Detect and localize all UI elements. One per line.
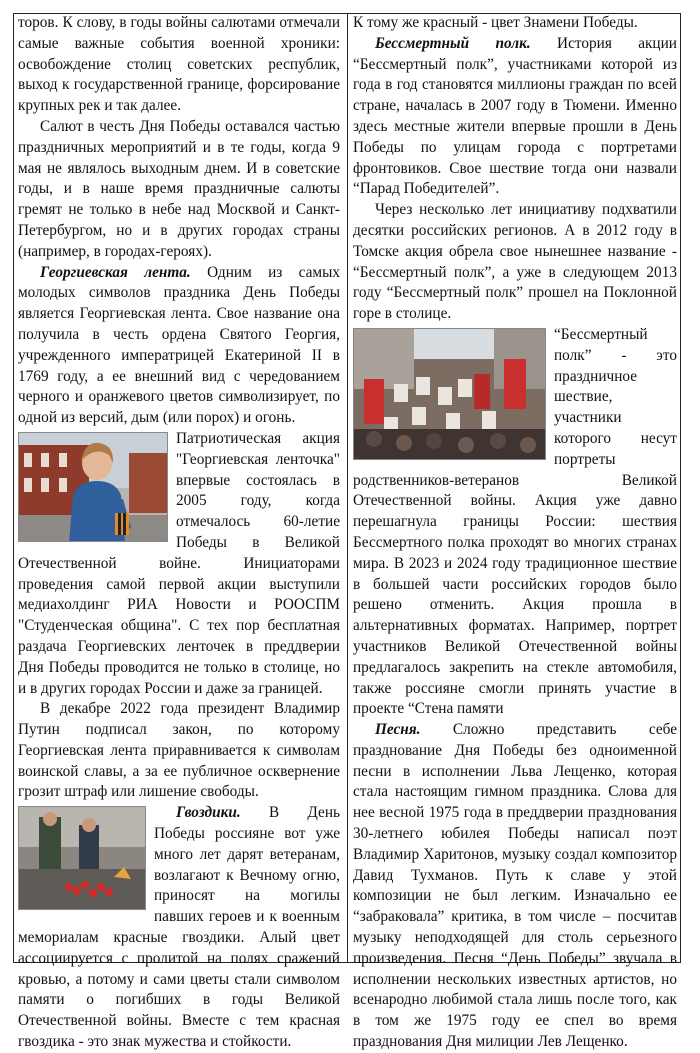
paragraph-lenta-action: Патриотическая акция "Георгиевская ленточка" впервые состоялась в 2005 году, когда отмечалось 60-летие Победы в Великой Отечественной войне. Инициаторами проведения самой первой акции выступили медиахолдинг РИА Новости и РООСПМ "Студенческая община". С тех пор бесплатная раздача Георгиевских ленточек в преддверии Дня Победы проводится не только в столице, но и в других городах России и даже за границей. [18, 429, 340, 697]
left-column [18, 13, 340, 1053]
paragraph-lenta-law: В декабре 2022 года президент Владимир Путин подписал закон, по которому Георгиевская лента приравнивается к символам воинской славы, а за ее публичное осквернение грозит штраф или лишение свободы. [18, 700, 340, 801]
gvozdiki-text: В День Победы россияне вот уже много лет дарят ветеранам, возлагают к Вечному огню, приносят на могилы павших героев и к военным мемориалам красные гвоздики. Алый цвет ассоциируется с пролитой на полях сражений кровью, а потому и сами цветы стали символом памяти о погибших в годы Великой Отечественной войны. Вместе с тем красная гвоздика - это знак мужества и стойкости. [18, 804, 340, 1051]
paragraph-polk-description: “Бессмертный полк” - это праздничное шествие, участники которого несут портреты родственников-ветеранов Великой Отечественной войны. Акция уже давно перешагнула границы России: шествия Бессмертного полка проходят во многих странах мира. В 2023 и 2024 году традиционное шествие в большей части российских городов было решено отменить. Акция прошла в альтернативных форматах. Например, портрет участников Великой Отечественной войны предлагалось закрепить на стекле автомобиля, также россияне смогли принять участие в проекте “Стена памяти [353, 325, 677, 718]
heading-lenta: Георгиевская лента. [40, 263, 191, 281]
paragraph-lenta [18, 263, 340, 429]
paragraph-red-color: К тому же красный - цвет Знамени Победы. [353, 14, 638, 31]
paragraph-salute-today: Салют в честь Дня Победы оставался частью праздничных мероприятий и в те годы, когда 9 мая не являлось выходным днем. И в советские годы, и в наше время праздничные салюты гремят не только в небе над Москвой и Санкт-Петербургом, но и в других городах страны (например, в городах-героях). [18, 117, 340, 260]
lenta-text: Одним из самых молодых символов праздника День Победы является Георгиевская лента. Свое название она получила в честь ордена Святого Георгия, учрежденного императрицей Екатериной II в 1769 году, а ее внешний вид с чередованием черного и оранжевого цветов символизирует, по одной из версий, дым (или порох) и огонь. [18, 263, 340, 427]
photo-girl-with-ribbons [18, 432, 168, 542]
paragraph-pesnya [353, 720, 677, 1053]
paragraph-gvozdiki [18, 803, 340, 1053]
polk-text: История акции “Бессмертный полк”, участниками которой из года в год становятся миллионы граждан по всей стране, началась в 2007 году в Тюмени. Именно здесь местные жители впервые прошли в День Победы по улицам города с портретами фронтовиков. Свое шествие тогда они назвали “Парад Победителей”. [353, 34, 677, 198]
heading-polk: Бессмертный полк. [375, 34, 531, 52]
column-divider [347, 13, 348, 963]
pesnya-text: Сложно представить себе празднование Дня Победы без одноименной песни в исполнении Льва Лещенко, которая стала настоящим гимном праздника. Слова для нее весной 1975 года в преддверии празднования 30-летнего юбилея Победы написал поэт Владимир Харитонов, музыку создал композитор Давид Тухманов. Путь к славе у этой композиции не был легким. Изначально ее “забраковала” критика, в том числе – посчитав музыку неподходящей для столь серьезного произведения. Песня “День Победы” звучала в исполнении нескольких известных артистов, но всенародно любимой стала лишь после того, как в том же 1975 году ее спел во время празднования Дня милиции Лев Лещенко. [353, 721, 677, 1051]
paragraph-salute-history: торов. К слову, в годы войны салютами отмечали самые важные события военной хроники: освобождение столиц советских республик, выход к государственной границе, форсирование крупных рек и так далее. [18, 14, 340, 115]
heading-gvozdiki: Гвоздики. [176, 804, 241, 822]
heading-pesnya: Песня. [375, 721, 421, 739]
photo-carnations-memorial [18, 806, 146, 910]
right-column [353, 13, 677, 1053]
paragraph-polk [353, 34, 677, 200]
photo-immortal-regiment [353, 328, 546, 460]
paragraph-polk-regions: Через несколько лет инициативу подхватили десятки российских регионов. А в 2012 году в Томске акция обрела свое нынешнее название - “Бессмертный полк”, а уже в следующем 2013 году “Бессмертный полк” прошел на Поклонной горе в столице. [353, 201, 677, 323]
